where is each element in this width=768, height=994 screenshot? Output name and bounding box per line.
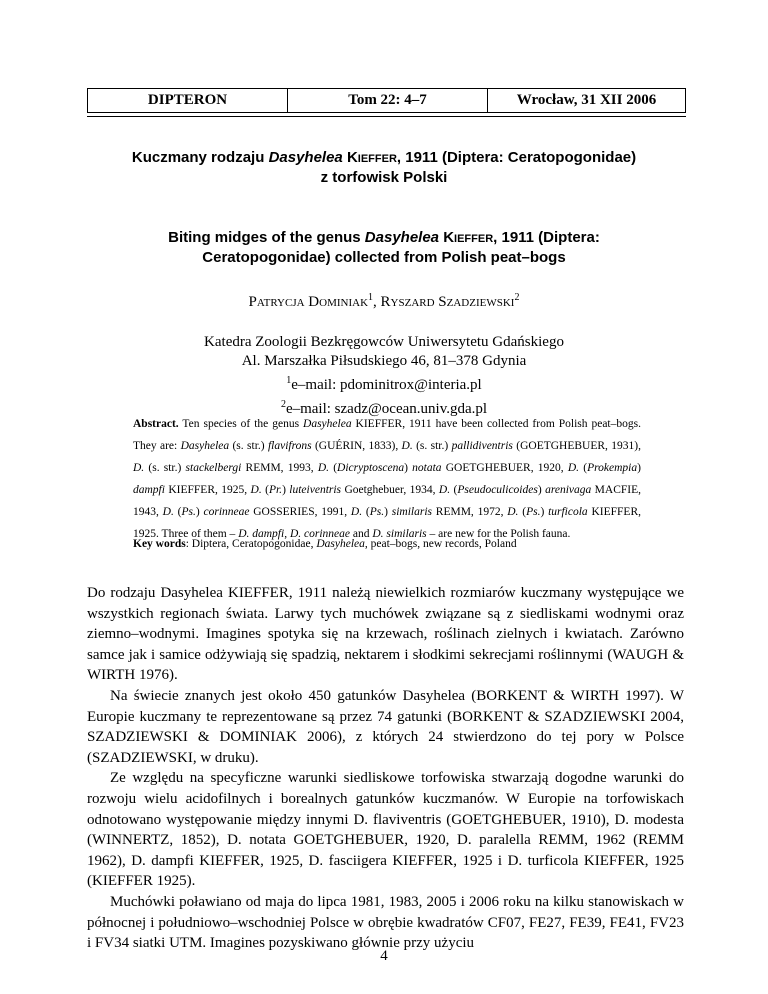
body-text (87, 583, 684, 954)
page-number: 4 (380, 948, 388, 964)
journal-header-table (87, 88, 686, 113)
email-1: e–mail: pdominitrox@interia.pl (291, 377, 482, 393)
affiliation: Katedra Zoologii Bezkręgowców Uniwersytetu Gdańskiego Al. Marszałka Piłsudskiego 46, 81–378 Gdynia $^1$e–mail: pdominitrox@interia.pl $^2$e–mail: szadz@ocean.univ.gda.pl (204, 334, 564, 417)
volume-info: Tom 22: 4–7 (288, 89, 488, 112)
email-2: e–mail: szadz@ocean.univ.gda.pl (285, 401, 488, 417)
journal-name: DIPTERON (88, 89, 288, 112)
paragraph-1: Do rodzaju Dasyhelea KIEFFER, 1911 należą niewielkich rozmiarów kuczmany występujące we wszystkich regionach świata. Larwy tych muchówek związane są z siedliskami wodnymi oraz ziemno–wodnymi. Imagines spotyka się na krzewach, roślinach zielnych i kwiatach. Zarówno samce jak i samice odżywiają się spadzią, nektarem i słodkimi sekrecjami roślinnymi (WAUGH & WIRTH 1976). (87, 585, 684, 684)
paragraph-4: Muchówki poławiano od maja do lipca 1981, 1983, 2005 i 2006 roku na kilku stanowiskach w północnej i południowo–wschodniej Polsce w obrębie kwadratów CF07, FE27, FE39, FE41, FV23 i FV34 siatki UTM. Imagines pozyskiwano głównie przy użyciu (87, 893, 684, 952)
title-english: Biting midges of the genus Dasyhelea Kieffer, 1911 (Diptera: Ceratopogonidae) collected from Polish peat–bogs (168, 229, 600, 266)
authors-line: Patrycja Dominiak$^1$, Ryszard Szadziewski$^2$ (248, 292, 520, 310)
keywords: Key words: Diptera, Ceratopogonidae, Dasyhelea, peat–bogs, new records, Poland (133, 538, 517, 550)
paragraph-3: Ze względu na specyficzne warunki siedliskowe torfowiska stwarzają dogodne warunki do rozwoju wielu acidofilnych i borealnych gatunków kuczmanów. W Europie na torfowiskach odnotowano występowanie między innymi D. flaviventris (GOETGHEBUER, 1910), D. modesta (WINNERTZ, 1852), D. notata GOETGHEBUER, 1920, D. paralella REMM, 1962 (REMM 1962), D. dampfi KIEFFER, 1925, D. fasciigera KIEFFER, 1925 i D. turficola KIEFFER, 1925 (KIEFFER 1925). (87, 770, 684, 890)
title-polish: Kuczmany rodzaju Dasyhelea Kieffer, 1911 (Diptera: Ceratopogonidae) z torfowisk Polski (131, 149, 637, 186)
abstract: Abstract. Ten species of the genus Dasyhelea KIEFFER, 1911 have been collected from Polish peat–bogs. They are: Dasyhelea (s. str.) flavifrons (GUÉRIN, 1833), D. (s. str.) pallidiventris (GOETGHEBUER, 1931), D. (s. str.) stackelbergi REMM, 1993, D. (Dicryptoscena) notata GOETGHEBUER, 1920, D. (Prokempia) dampfi KIEFFER, 1925, D. (Pr.) luteiventris Goetghebuer, 1934, D. (Pseudoculicoides) arenivaga MACFIE, 1943, D. (Ps.) corinneae GOSSERIES, 1991, D. (Ps.) similaris REMM, 1972, D. (Ps.) turficola KIEFFER, 1925. Three of them – D. dampfi, D. corinneae and D. similaris – are new for the Polish fauna. (133, 418, 641, 540)
place-date: Wrocław, 31 XII 2006 (516, 92, 657, 108)
paragraph-2: Na świecie znanych jest około 450 gatunków Dasyhelea (BORKENT & WIRTH 1997). W Europie kuczmany te reprezentowane są przez 74 gatunki (BORKENT & SZADZIEWSKI 2004, SZADZIEWSKI & DOMINIAK 2006), z których 24 stwierdzono do tej pory w Polsce (SZADZIEWSKI, w druku). (87, 687, 684, 766)
